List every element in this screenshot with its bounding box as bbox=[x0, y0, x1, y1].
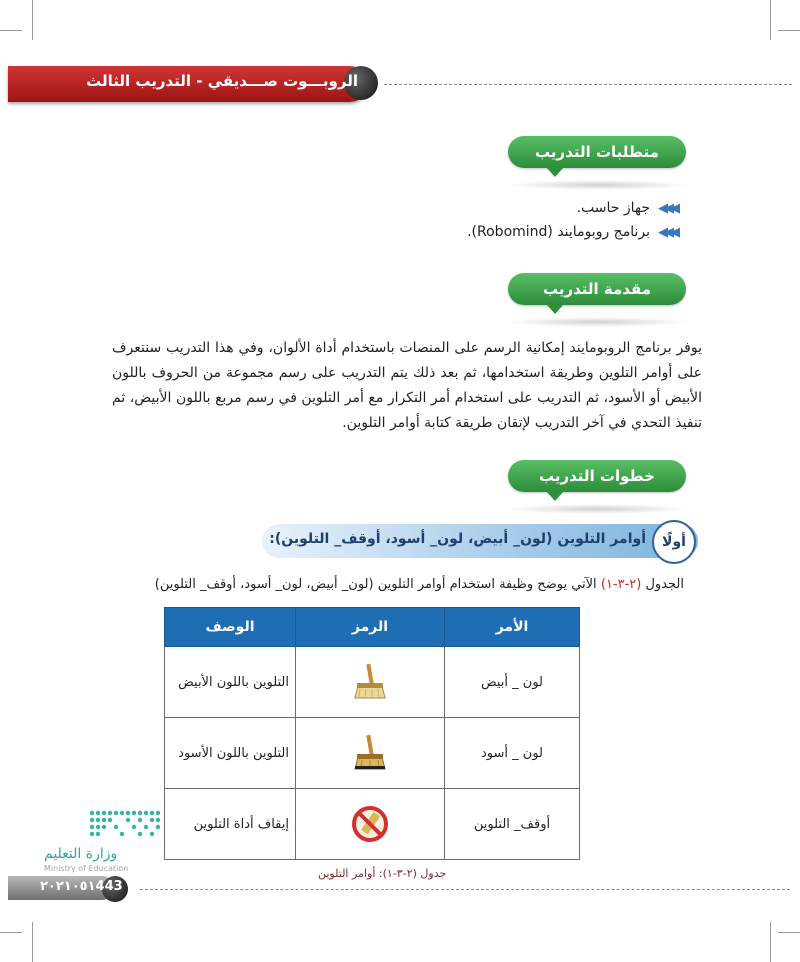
list-item bbox=[577, 200, 676, 216]
symbol-cell bbox=[296, 647, 445, 718]
crop-mark bbox=[0, 30, 22, 31]
section-shadow bbox=[506, 504, 690, 514]
section-shadow bbox=[506, 317, 690, 327]
black-brush-icon bbox=[348, 733, 392, 773]
table-caption: جدول (٢-٣-١): أوامر التلوين bbox=[318, 867, 447, 880]
intro-paragraph: يوفر برنامج الروبومايند إمكانية الرسم على المنصات باستخدام أداة الألوان، وفي هذا التدريب سنتعرف على أوامر التلوين وطريقة استخدامها، ثم بعد ذلك يتم التدريب على رسم مجموعة من الحروف باللون الأبيض أو الأسود، ثم التدريب على استخدام أمر التكرار مع أمر التلوين في رسم مربع باللون الأبيض، ثم تنفيذ التحدي في آخر التدريب لإتقان طريقة كتابة أوامر التلوين. bbox=[112, 340, 702, 431]
header-description: الوصف bbox=[165, 608, 296, 647]
triple-arrow-icon: ◀◀◀ bbox=[658, 200, 676, 216]
triple-arrow-icon: ◀◀◀ bbox=[658, 224, 676, 240]
subsection-number: أولًا bbox=[652, 520, 696, 564]
table-header-row bbox=[165, 608, 580, 647]
description-cell: التلوين باللون الأسود bbox=[165, 718, 296, 789]
section-shadow bbox=[506, 180, 690, 190]
footer-divider bbox=[140, 889, 790, 890]
command-cell: لون _ أبيض bbox=[445, 647, 580, 718]
section-tag-steps bbox=[508, 460, 686, 492]
caption-text: الآتي يوضح وظيفة استخدام أوامر التلوين (لون_ أبيض، لون_ أسود، أوقف_ التلوين) bbox=[154, 577, 597, 592]
caption-prefix: الجدول bbox=[645, 577, 684, 592]
description-cell: إيقاف أداة التلوين bbox=[165, 789, 296, 860]
section-tag-intro bbox=[508, 273, 686, 305]
section-tail bbox=[546, 304, 564, 314]
crop-mark bbox=[778, 932, 800, 933]
section-title: مقدمة التدريب bbox=[542, 280, 652, 298]
header-divider bbox=[384, 84, 792, 85]
ministry-name-english: Ministry of Education bbox=[44, 864, 129, 873]
crop-mark bbox=[32, 0, 33, 40]
command-cell: لون _ أسود bbox=[445, 718, 580, 789]
symbol-cell bbox=[296, 789, 445, 860]
list-item bbox=[467, 224, 676, 240]
description-cell: التلوين باللون الأبيض bbox=[165, 647, 296, 718]
caption-ref: (٢-٣-١) bbox=[600, 577, 642, 592]
table-intro-caption bbox=[155, 577, 684, 592]
page-number: ٢٠٢١٠٥١443 bbox=[40, 879, 123, 894]
crop-mark bbox=[770, 0, 771, 40]
crop-mark bbox=[0, 932, 22, 933]
section-title: خطوات التدريب bbox=[539, 467, 655, 485]
section-tag-requirements bbox=[508, 136, 686, 168]
header-command: الأمر bbox=[445, 608, 580, 647]
section-tail bbox=[546, 167, 564, 177]
table-row bbox=[165, 718, 580, 789]
section-title: متطلبات التدريب bbox=[535, 143, 659, 161]
commands-table bbox=[164, 607, 580, 860]
symbol-cell bbox=[296, 718, 445, 789]
crop-mark bbox=[778, 30, 800, 31]
white-brush-icon bbox=[348, 662, 392, 702]
page-header-title: الروبـــوت صـــديقي - التدريب الثالث bbox=[86, 72, 358, 90]
section-tail bbox=[546, 491, 564, 501]
crop-mark bbox=[32, 922, 33, 962]
list-item-text: برنامج روبومايند (Robomind). bbox=[467, 224, 650, 240]
command-cell: أوقف_ التلوين bbox=[445, 789, 580, 860]
subsection-title: أوامر التلوين (لون_ أبيض، لون_ أسود، أوقف_ التلوين): bbox=[269, 531, 646, 547]
list-item-text: جهاز حاسب. bbox=[576, 200, 650, 216]
stop-brush-icon bbox=[348, 804, 392, 844]
crop-mark bbox=[770, 922, 771, 962]
header-symbol: الرمز bbox=[296, 608, 445, 647]
ministry-name-arabic: وزارة التعليم bbox=[44, 846, 118, 862]
table-row bbox=[165, 789, 580, 860]
table-row bbox=[165, 647, 580, 718]
